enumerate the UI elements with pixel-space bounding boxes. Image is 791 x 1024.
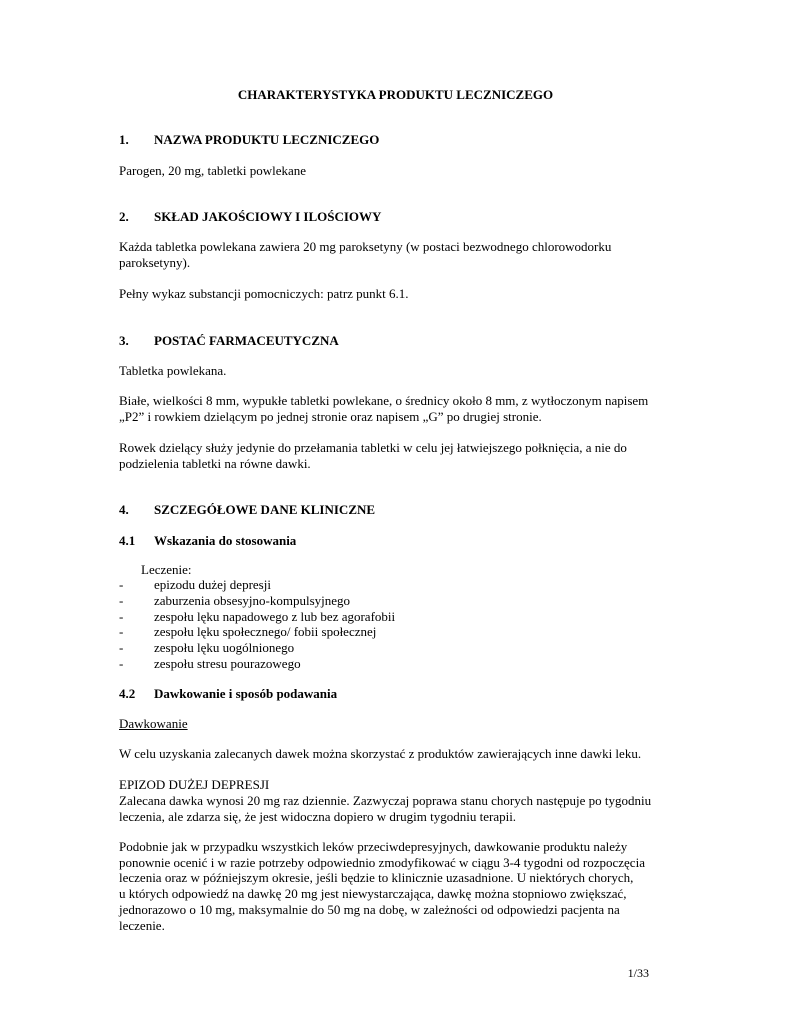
document-title: CHARAKTERYSTYKA PRODUKTU LECZNICZEGO <box>237 87 554 102</box>
form-text: Tabletka powlekana. <box>119 363 227 378</box>
excipients-note: Pełny wykaz substancji pomocniczych: patrz punkt 6.1. <box>119 286 409 301</box>
score-line-1: Rowek dzielący służy jedynie do przełamania tabletki w celu jej łatwiejszego połknięcia, a nie do <box>119 440 627 455</box>
dosage-subheading: Dawkowanie <box>119 716 188 731</box>
section-2-heading: SKŁAD JAKOŚCIOWY I ILOŚCIOWY <box>154 209 382 224</box>
section-2-number: 2. <box>119 209 129 224</box>
section-4-number: 4. <box>119 502 129 517</box>
composition-line-1: Każda tabletka powlekana zawiera 20 mg paroksetyny (w postaci bezwodnego chlorowodorku <box>119 239 612 254</box>
list-dash: - <box>119 640 124 655</box>
dosage-note: W celu uzyskania zalecanych dawek można skorzystać z produktów zawierających inne dawki leku. <box>119 746 642 761</box>
depression-line-2: leczenia, ale zdarza się, że jest widoczna dopiero w drugim tygodniu terapii. <box>119 809 517 824</box>
description-line-1: Białe, wielkości 8 mm, wypukłe tabletki powlekane, o średnicy około 8 mm, z wytłoczonym napisem <box>119 393 649 408</box>
section-3-heading: POSTAĆ FARMACEUTYCZNA <box>154 333 339 348</box>
page-number: 1/33 <box>627 966 649 980</box>
adjustment-line-5: jednorazowo o 10 mg, maksymalnie do 50 mg na dobę, w zależności od odpowiedzi pacjenta na <box>119 902 620 917</box>
section-4-2-heading: Dawkowanie i sposób podawania <box>154 686 338 701</box>
list-item: epizodu dużej depresji <box>154 577 271 592</box>
section-4-2-number: 4.2 <box>119 686 136 701</box>
list-dash: - <box>119 656 124 671</box>
indications-intro: Leczenie: <box>141 562 192 577</box>
adjustment-line-2: ponownie ocenić i w razie potrzeby odpowiednio zmodyfikować w ciągu 3-4 tygodni od rozpoczęcia <box>119 855 645 870</box>
adjustment-line-6: leczenie. <box>119 918 165 933</box>
list-dash: - <box>119 624 124 639</box>
adjustment-line-4: u których odpowiedź na dawkę 20 mg jest niewystarczająca, dawkę można stopniowo zwiększać, <box>119 886 627 901</box>
list-dash: - <box>119 593 124 608</box>
product-name: Parogen, 20 mg, tabletki powlekane <box>119 163 307 178</box>
list-dash: - <box>119 609 124 624</box>
section-3-number: 3. <box>119 333 129 348</box>
adjustment-line-3: leczenia oraz w późniejszym okresie, jeśli będzie to klinicznie uzasadnione. U niektórych chorych, <box>119 870 634 885</box>
depression-heading: EPIZOD DUŻEJ DEPRESJI <box>119 777 270 792</box>
list-item: zespołu lęku społecznego/ fobii społecznej <box>154 624 377 639</box>
composition-line-2: paroksetyny). <box>119 255 191 270</box>
list-item: zespołu lęku napadowego z lub bez agorafobii <box>154 609 396 624</box>
depression-line-1: Zalecana dawka wynosi 20 mg raz dziennie. Zazwyczaj poprawa stanu chorych następuje po tygodniu <box>119 793 652 808</box>
description-line-2: „P2” i rowkiem dzielącym po jednej stronie oraz napisem „G” po drugiej stronie. <box>119 409 542 424</box>
list-item: zaburzenia obsesyjno-kompulsyjnego <box>154 593 351 608</box>
section-1-heading: NAZWA PRODUKTU LECZNICZEGO <box>154 132 380 147</box>
score-line-2: podzielenia tabletki na równe dawki. <box>119 456 311 471</box>
list-item: zespołu lęku uogólnionego <box>154 640 295 655</box>
list-item: zespołu stresu pourazowego <box>154 656 301 671</box>
section-4-1-number: 4.1 <box>119 533 136 548</box>
adjustment-line-1: Podobnie jak w przypadku wszystkich leków przeciwdepresyjnych, dawkowanie produktu należy <box>119 839 628 854</box>
section-4-1-heading: Wskazania do stosowania <box>154 533 297 548</box>
section-4-heading: SZCZEGÓŁOWE DANE KLINICZNE <box>154 502 376 517</box>
list-dash: - <box>119 577 124 592</box>
section-1-number: 1. <box>119 132 129 147</box>
